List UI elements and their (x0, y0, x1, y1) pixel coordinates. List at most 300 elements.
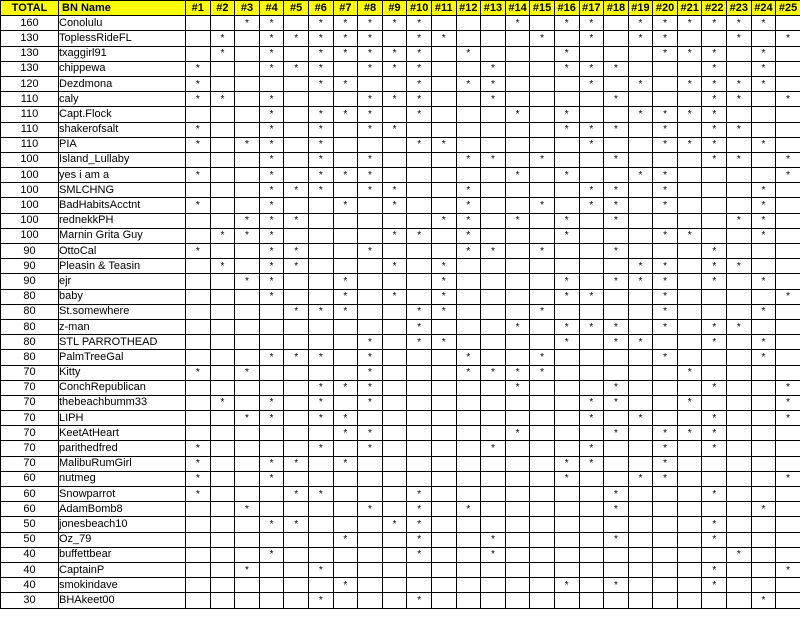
empty-pick-cell (407, 578, 432, 593)
empty-pick-cell (210, 487, 235, 502)
empty-pick-cell (407, 122, 432, 137)
empty-pick-cell (456, 532, 481, 547)
empty-pick-cell (727, 471, 752, 486)
table-row (1, 562, 800, 577)
empty-pick-cell (653, 487, 678, 502)
empty-pick-cell (530, 107, 555, 122)
empty-pick-cell (333, 61, 358, 76)
empty-pick-cell (210, 578, 235, 593)
name-cell: PalmTreeGal (59, 350, 186, 365)
pick-mark-cell: * (727, 31, 752, 46)
empty-pick-cell (751, 107, 776, 122)
empty-pick-cell (235, 31, 260, 46)
pick-mark-cell: * (579, 31, 604, 46)
pick-mark-cell: * (210, 46, 235, 61)
empty-pick-cell (235, 244, 260, 259)
empty-pick-cell (751, 92, 776, 107)
pick-mark-cell: * (407, 76, 432, 91)
empty-pick-cell (210, 562, 235, 577)
empty-pick-cell (751, 426, 776, 441)
empty-pick-cell (235, 380, 260, 395)
empty-pick-cell (382, 350, 407, 365)
pick-mark-cell: * (653, 426, 678, 441)
empty-pick-cell (308, 92, 333, 107)
empty-pick-cell (235, 198, 260, 213)
pick-mark-cell: * (235, 562, 260, 577)
empty-pick-cell (653, 395, 678, 410)
empty-pick-cell (308, 456, 333, 471)
pick-mark-cell: * (579, 183, 604, 198)
empty-pick-cell (604, 31, 629, 46)
empty-pick-cell (210, 274, 235, 289)
empty-pick-cell (677, 289, 702, 304)
empty-pick-cell (727, 46, 752, 61)
empty-pick-cell (628, 426, 653, 441)
empty-pick-cell (628, 289, 653, 304)
total-cell: 70 (1, 395, 59, 410)
pick-mark-cell: * (579, 122, 604, 137)
pick-mark-cell: * (186, 168, 211, 183)
empty-pick-cell (702, 31, 727, 46)
empty-pick-cell (210, 168, 235, 183)
empty-pick-cell (653, 593, 678, 608)
pick-mark-cell: * (677, 137, 702, 152)
pick-mark-cell: * (308, 76, 333, 91)
pick-mark-cell: * (579, 16, 604, 31)
empty-pick-cell (604, 593, 629, 608)
empty-pick-cell (677, 441, 702, 456)
empty-pick-cell (259, 365, 284, 380)
pick-mark-cell: * (407, 304, 432, 319)
pick-mark-cell: * (308, 122, 333, 137)
pick-header: #19 (628, 1, 653, 16)
pick-mark-cell: * (505, 16, 530, 31)
empty-pick-cell (259, 562, 284, 577)
empty-pick-cell (604, 304, 629, 319)
empty-pick-cell (186, 350, 211, 365)
empty-pick-cell (677, 122, 702, 137)
empty-pick-cell (235, 152, 260, 167)
pick-mark-cell: * (727, 92, 752, 107)
pick-mark-cell: * (628, 31, 653, 46)
empty-pick-cell (358, 76, 383, 91)
empty-pick-cell (284, 547, 309, 562)
pick-mark-cell: * (407, 46, 432, 61)
empty-pick-cell (456, 92, 481, 107)
pick-mark-cell: * (333, 578, 358, 593)
empty-pick-cell (456, 16, 481, 31)
empty-pick-cell (431, 471, 456, 486)
empty-pick-cell (407, 274, 432, 289)
empty-pick-cell (431, 441, 456, 456)
pick-mark-cell: * (456, 244, 481, 259)
empty-pick-cell (210, 107, 235, 122)
empty-pick-cell (333, 593, 358, 608)
empty-pick-cell (505, 350, 530, 365)
pick-mark-cell: * (554, 335, 579, 350)
pick-mark-cell: * (702, 335, 727, 350)
empty-pick-cell (653, 547, 678, 562)
empty-pick-cell (186, 259, 211, 274)
empty-pick-cell (456, 274, 481, 289)
empty-pick-cell (210, 304, 235, 319)
empty-pick-cell (702, 350, 727, 365)
pick-mark-cell: * (186, 61, 211, 76)
empty-pick-cell (431, 183, 456, 198)
empty-pick-cell (431, 547, 456, 562)
pick-mark-cell: * (702, 274, 727, 289)
empty-pick-cell (235, 487, 260, 502)
empty-pick-cell (235, 426, 260, 441)
empty-pick-cell (284, 274, 309, 289)
pick-mark-cell: * (186, 137, 211, 152)
empty-pick-cell (505, 259, 530, 274)
empty-pick-cell (628, 92, 653, 107)
empty-pick-cell (505, 411, 530, 426)
empty-pick-cell (210, 456, 235, 471)
pick-mark-cell: * (407, 61, 432, 76)
empty-pick-cell (210, 289, 235, 304)
empty-pick-cell (210, 471, 235, 486)
pick-mark-cell: * (431, 213, 456, 228)
empty-pick-cell (186, 517, 211, 532)
empty-pick-cell (579, 228, 604, 243)
empty-pick-cell (235, 350, 260, 365)
empty-pick-cell (604, 456, 629, 471)
pick-mark-cell: * (407, 107, 432, 122)
empty-pick-cell (431, 532, 456, 547)
pick-mark-cell: * (530, 304, 555, 319)
empty-pick-cell (235, 183, 260, 198)
name-cell: smokindave (59, 578, 186, 593)
table-row (1, 61, 800, 76)
empty-pick-cell (530, 502, 555, 517)
empty-pick-cell (751, 456, 776, 471)
empty-pick-cell (186, 31, 211, 46)
pick-mark-cell: * (382, 122, 407, 137)
empty-pick-cell (235, 593, 260, 608)
empty-pick-cell (653, 213, 678, 228)
empty-pick-cell (431, 107, 456, 122)
empty-pick-cell (604, 137, 629, 152)
empty-pick-cell (505, 122, 530, 137)
empty-pick-cell (382, 456, 407, 471)
empty-pick-cell (505, 152, 530, 167)
empty-pick-cell (284, 228, 309, 243)
pick-header: #14 (505, 1, 530, 16)
empty-pick-cell (776, 259, 800, 274)
empty-pick-cell (431, 517, 456, 532)
name-cell: chippewa (59, 61, 186, 76)
pick-mark-cell: * (579, 456, 604, 471)
empty-pick-cell (407, 244, 432, 259)
pick-header: #10 (407, 1, 432, 16)
table-row (1, 304, 800, 319)
empty-pick-cell (505, 532, 530, 547)
empty-pick-cell (579, 304, 604, 319)
empty-pick-cell (382, 76, 407, 91)
empty-pick-cell (554, 152, 579, 167)
total-cell: 50 (1, 532, 59, 547)
empty-pick-cell (259, 304, 284, 319)
empty-pick-cell (431, 228, 456, 243)
pick-mark-cell: * (579, 137, 604, 152)
pick-mark-cell: * (604, 183, 629, 198)
empty-pick-cell (776, 365, 800, 380)
empty-pick-cell (481, 168, 506, 183)
table-row (1, 244, 800, 259)
empty-pick-cell (677, 335, 702, 350)
pick-mark-cell: * (235, 137, 260, 152)
empty-pick-cell (210, 350, 235, 365)
total-cell: 90 (1, 259, 59, 274)
empty-pick-cell (751, 532, 776, 547)
empty-pick-cell (579, 593, 604, 608)
pick-mark-cell: * (530, 198, 555, 213)
pick-mark-cell: * (628, 107, 653, 122)
pick-mark-cell: * (677, 46, 702, 61)
empty-pick-cell (530, 228, 555, 243)
empty-pick-cell (186, 46, 211, 61)
empty-pick-cell (751, 319, 776, 334)
empty-pick-cell (579, 426, 604, 441)
empty-pick-cell (259, 441, 284, 456)
pick-mark-cell: * (776, 411, 800, 426)
pick-mark-cell: * (751, 213, 776, 228)
empty-pick-cell (481, 593, 506, 608)
pick-mark-cell: * (628, 259, 653, 274)
empty-pick-cell (358, 532, 383, 547)
empty-pick-cell (505, 31, 530, 46)
pick-header: #13 (481, 1, 506, 16)
pick-mark-cell: * (382, 92, 407, 107)
empty-pick-cell (751, 517, 776, 532)
pick-mark-cell: * (284, 31, 309, 46)
total-cell: 130 (1, 61, 59, 76)
empty-pick-cell (407, 152, 432, 167)
empty-pick-cell (628, 365, 653, 380)
empty-pick-cell (210, 365, 235, 380)
pick-mark-cell: * (186, 441, 211, 456)
empty-pick-cell (358, 547, 383, 562)
total-cell: 70 (1, 411, 59, 426)
empty-pick-cell (776, 122, 800, 137)
empty-pick-cell (505, 137, 530, 152)
empty-pick-cell (259, 502, 284, 517)
pick-mark-cell: * (382, 517, 407, 532)
pick-header: #1 (186, 1, 211, 16)
empty-pick-cell (579, 578, 604, 593)
name-cell: CaptainP (59, 562, 186, 577)
empty-pick-cell (530, 92, 555, 107)
empty-pick-cell (530, 395, 555, 410)
total-header: TOTAL (1, 1, 59, 16)
empty-pick-cell (210, 411, 235, 426)
table-row (1, 380, 800, 395)
pick-mark-cell: * (259, 228, 284, 243)
empty-pick-cell (407, 441, 432, 456)
empty-pick-cell (456, 319, 481, 334)
empty-pick-cell (505, 289, 530, 304)
pick-header: #21 (677, 1, 702, 16)
pick-mark-cell: * (259, 152, 284, 167)
pick-mark-cell: * (333, 532, 358, 547)
empty-pick-cell (554, 502, 579, 517)
pick-mark-cell: * (407, 335, 432, 350)
empty-pick-cell (776, 593, 800, 608)
pick-mark-cell: * (727, 16, 752, 31)
name-cell: z-man (59, 319, 186, 334)
empty-pick-cell (186, 426, 211, 441)
pick-mark-cell: * (308, 441, 333, 456)
pick-mark-cell: * (481, 92, 506, 107)
empty-pick-cell (456, 547, 481, 562)
empty-pick-cell (431, 411, 456, 426)
pick-mark-cell: * (407, 16, 432, 31)
empty-pick-cell (481, 471, 506, 486)
empty-pick-cell (407, 471, 432, 486)
table-row (1, 228, 800, 243)
empty-pick-cell (776, 46, 800, 61)
empty-pick-cell (505, 274, 530, 289)
empty-pick-cell (604, 76, 629, 91)
empty-pick-cell (210, 319, 235, 334)
empty-pick-cell (407, 350, 432, 365)
pick-mark-cell: * (554, 456, 579, 471)
total-cell: 40 (1, 578, 59, 593)
pick-mark-cell: * (481, 365, 506, 380)
pick-mark-cell: * (554, 16, 579, 31)
pick-mark-cell: * (653, 31, 678, 46)
empty-pick-cell (308, 289, 333, 304)
pick-mark-cell: * (333, 274, 358, 289)
empty-pick-cell (628, 441, 653, 456)
total-cell: 80 (1, 319, 59, 334)
pick-mark-cell: * (751, 16, 776, 31)
pick-mark-cell: * (702, 244, 727, 259)
name-cell: Marnin Grita Guy (59, 228, 186, 243)
name-cell: ejr (59, 274, 186, 289)
empty-pick-cell (776, 487, 800, 502)
pick-mark-cell: * (382, 16, 407, 31)
empty-pick-cell (505, 456, 530, 471)
empty-pick-cell (407, 168, 432, 183)
empty-pick-cell (284, 319, 309, 334)
empty-pick-cell (628, 532, 653, 547)
empty-pick-cell (481, 198, 506, 213)
empty-pick-cell (382, 441, 407, 456)
pick-mark-cell: * (431, 31, 456, 46)
pick-mark-cell: * (407, 137, 432, 152)
empty-pick-cell (210, 517, 235, 532)
pick-header: #23 (727, 1, 752, 16)
pick-mark-cell: * (259, 168, 284, 183)
empty-pick-cell (407, 426, 432, 441)
pick-mark-cell: * (259, 411, 284, 426)
empty-pick-cell (456, 593, 481, 608)
pick-mark-cell: * (407, 228, 432, 243)
name-cell: Kitty (59, 365, 186, 380)
empty-pick-cell (382, 411, 407, 426)
pick-mark-cell: * (186, 365, 211, 380)
empty-pick-cell (481, 487, 506, 502)
empty-pick-cell (530, 578, 555, 593)
empty-pick-cell (284, 137, 309, 152)
pick-mark-cell: * (653, 456, 678, 471)
empty-pick-cell (776, 183, 800, 198)
pick-mark-cell: * (702, 411, 727, 426)
empty-pick-cell (382, 562, 407, 577)
pick-mark-cell: * (628, 335, 653, 350)
pick-mark-cell: * (751, 76, 776, 91)
empty-pick-cell (677, 487, 702, 502)
empty-pick-cell (505, 395, 530, 410)
empty-pick-cell (727, 426, 752, 441)
empty-pick-cell (604, 107, 629, 122)
empty-pick-cell (210, 380, 235, 395)
pick-mark-cell: * (358, 395, 383, 410)
empty-pick-cell (579, 152, 604, 167)
empty-pick-cell (554, 562, 579, 577)
pick-mark-cell: * (653, 122, 678, 137)
empty-pick-cell (235, 61, 260, 76)
empty-pick-cell (776, 244, 800, 259)
total-cell: 100 (1, 198, 59, 213)
empty-pick-cell (186, 578, 211, 593)
pick-mark-cell: * (407, 487, 432, 502)
pick-mark-cell: * (186, 76, 211, 91)
total-cell: 110 (1, 92, 59, 107)
empty-pick-cell (284, 152, 309, 167)
pick-header: #15 (530, 1, 555, 16)
empty-pick-cell (554, 532, 579, 547)
table-row (1, 76, 800, 91)
empty-pick-cell (186, 274, 211, 289)
empty-pick-cell (530, 593, 555, 608)
empty-pick-cell (481, 213, 506, 228)
empty-pick-cell (481, 380, 506, 395)
empty-pick-cell (727, 487, 752, 502)
pick-mark-cell: * (604, 502, 629, 517)
pick-mark-cell: * (776, 92, 800, 107)
pick-mark-cell: * (628, 76, 653, 91)
name-cell: baby (59, 289, 186, 304)
name-cell: ConchRepublican (59, 380, 186, 395)
empty-pick-cell (235, 319, 260, 334)
pick-mark-cell: * (604, 319, 629, 334)
empty-pick-cell (308, 426, 333, 441)
name-cell: Oz_79 (59, 532, 186, 547)
table-row (1, 471, 800, 486)
pick-mark-cell: * (456, 198, 481, 213)
name-header: BN Name (59, 1, 186, 16)
empty-pick-cell (333, 441, 358, 456)
pick-mark-cell: * (628, 274, 653, 289)
empty-pick-cell (677, 471, 702, 486)
empty-pick-cell (431, 16, 456, 31)
pick-mark-cell: * (653, 168, 678, 183)
pick-mark-cell: * (554, 213, 579, 228)
pick-mark-cell: * (382, 46, 407, 61)
empty-pick-cell (628, 304, 653, 319)
empty-pick-cell (505, 304, 530, 319)
empty-pick-cell (186, 107, 211, 122)
empty-pick-cell (530, 471, 555, 486)
pick-mark-cell: * (604, 426, 629, 441)
empty-pick-cell (628, 228, 653, 243)
pick-mark-cell: * (308, 562, 333, 577)
empty-pick-cell (677, 547, 702, 562)
